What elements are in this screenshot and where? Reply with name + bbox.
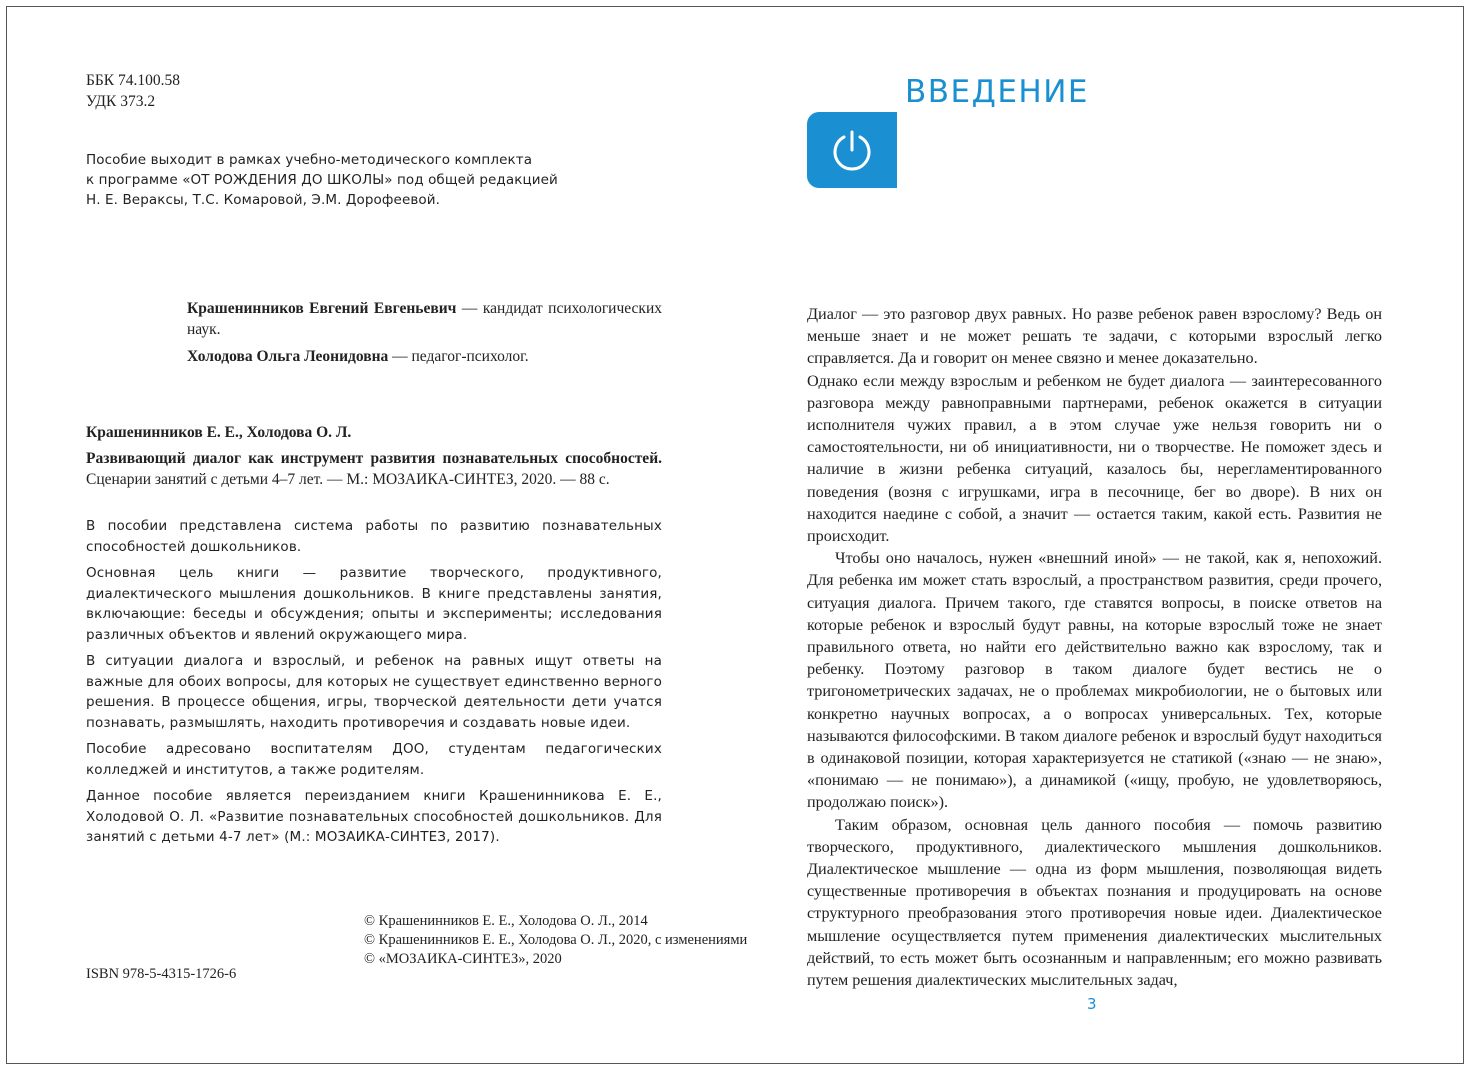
author-bios — [187, 298, 662, 373]
biblio-description — [86, 448, 662, 490]
abstract-paragraph: Основная цель книги — развитие творческого, продуктивного, диалектического мышления дошкольников. В книге представлены занятия, включающие: беседы и обсуждения; опыты и эксперименты; исследования различных объектов и явлений окружающего мира. — [86, 565, 662, 643]
series-note-line: Пособие выходит в рамках учебно-методического комплекта — [86, 152, 533, 168]
author-name: Крашенинников Евгений Евгеньевич — [187, 300, 457, 317]
bbk-code: ББК 74.100.58 — [86, 72, 181, 89]
introduction-text — [807, 303, 1382, 991]
biblio-details: Сценарии занятий с детьми 4–7 лет. — М.: МОЗАИКА-СИНТЕЗ, 2020. — 88 с. — [86, 471, 610, 488]
author-bio — [187, 346, 662, 367]
body-paragraph: Диалог — это разговор двух равных. Но разве ребенок равен взрослому? Ведь он меньше знает и не может решать те задачи, с которыми взрослый легко справляется. Да и говорит он менее связно и менее доказательно. — [807, 305, 1382, 368]
copyright-line: © Крашенинников Е. Е., Холодова О. Л., 2020, с изменениями — [364, 932, 748, 948]
body-paragraph: Чтобы оно началось, нужен «внешний иной» — не такой, как я, непохожий. Для ребенка им может стать взрослый, а пространством развития, среди прочего, ситуация диалога. Причем такого, где ставятся вопросы, в поиске ответов на которые ребенок и взрослый будут равны, на которые взрослый тоже не знает правильного ответа, но найти его действительно важно как взрослому, так и ребенку. Поэтому разговор в таком диалоге будет вестись не о тригонометрических задачах, не о проблемах микробиологии, не о бытовых или конкретно научных вопросах, а о вопросах универсальных. Тех, которые называются философскими. В таком диалоге ребенок и взрослый будут находиться в одинаковой позиции, которая характеризуется не статикой («знаю — не знаю», «понимаю — не понимаю»), а динамикой («ищу, пробую, не удовлетворяюсь, продолжаю поиск»). — [807, 549, 1382, 812]
abstract-paragraph: Пособие адресовано воспитателям ДОО, студентам педагогических колледжей и институтов, а также родителям. — [86, 741, 662, 778]
power-icon — [829, 127, 875, 173]
abstract-paragraph: Данное пособие является переизданием книги Крашенинникова Е. Е., Холодовой О. Л. «Развитие познавательных способностей дошкольников. Для занятий с детьми 4-7 лет» (М.: МОЗАИКА-СИНТЕЗ, 2017). — [86, 788, 662, 845]
isbn: ISBN 978-5-4315-1726-6 — [86, 966, 237, 982]
series-note — [86, 150, 586, 210]
author-bio — [187, 298, 662, 340]
body-paragraph: Таким образом, основная цель данного пособия — помочь развитию творческого, продуктивного, диалектического мышления дошкольников. Диалектическое мышление — одна из форм мышления, позволяющая видеть существенные противоречия в объектах познания и продуцировать на основе структурного преобразования этого противоречия новые идеи. Диалектическое мышление осуществляется путем применения диалектических мыслительных действий, то есть может быть осознанным и направленным; его можно развивать путем решения диалектических мыслительных задач, — [807, 815, 1382, 990]
udk-code: УДК 373.2 — [86, 93, 156, 110]
body-paragraph: Однако если между взрослым и ребенком не будет диалога — заинтересованного разговора между равноправными партнерами, ребенок окажется в ситуации исполнителя чужих правил, а в этом случае уже нельзя говорить ни о самостоятельности, ни об инициативности, ни о творчестве. Не поможет здесь и наличие в жизни ребенка ситуаций, казалось бы, нерегламентированного поведения (возня с игрушками, игра в песочнице, бег во дворе). В них он находится наедине с собой, а значит — остается таким, какой есть. Развития не происходит. — [807, 371, 1382, 546]
author-description: — кандидат психологических наук. — [187, 300, 662, 338]
classification-codes — [86, 70, 180, 112]
abstract-paragraph: В ситуации диалога и взрослый, и ребенок на равных ищут ответы на важные для обоих вопросы, для которых не существует единственно верного решения. В процессе общения, игры, творческой деятельности дети учатся познавать, размышлять, находить противоречия и создавать новые идеи. — [86, 653, 662, 731]
series-note-line: Н. Е. Вераксы, Т.С. Комаровой, Э.М. Дорофеевой. — [86, 192, 441, 208]
chapter-heading: ВВЕДЕНИЕ — [905, 74, 1090, 110]
biblio-authors: Крашенинников Е. Е., Холодова О. Л. — [86, 424, 352, 441]
bibliographic-record — [86, 422, 662, 495]
abstract — [86, 516, 662, 854]
abstract-paragraph: В пособии представлена система работы по развитию познавательных способностей дошкольников. — [86, 518, 662, 555]
page-number: 3 — [1087, 995, 1097, 1013]
series-note-line: к программе «ОТ РОЖДЕНИЯ ДО ШКОЛЫ» под общей редакцией — [86, 172, 558, 188]
copyright-line: © Крашенинников Е. Е., Холодова О. Л., 2014 — [364, 913, 648, 929]
author-name: Холодова Ольга Леонидовна — [187, 348, 389, 365]
copyright-line: © «МОЗАИКА-СИНТЕЗ», 2020 — [364, 951, 562, 967]
copyright-block — [364, 912, 747, 969]
author-description: — педагог-психолог. — [388, 348, 529, 365]
biblio-title: Развивающий диалог как инструмент развития познавательных способностей. — [86, 450, 662, 467]
chapter-icon-box — [807, 112, 897, 188]
